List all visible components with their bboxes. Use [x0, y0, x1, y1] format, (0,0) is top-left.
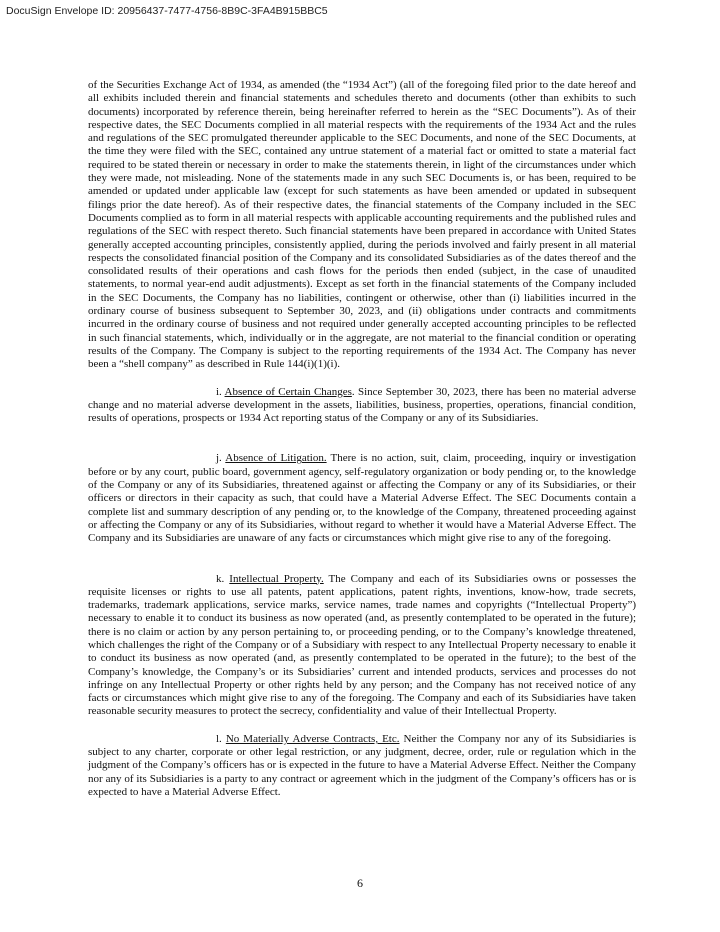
- section-label: l.: [216, 732, 222, 745]
- page-number: 6: [357, 876, 363, 890]
- section-text: The Company and each of its Subsidiaries owns or possesses the requisite licenses or rights to use all patents, patent applications, patent rights, inventions, know-how, trade secrets, trademarks, trademark applications, service marks, service names, trade names and copyrights (“Intellectual Property”) necessary to enable it to conduct its business as now operated (and, as presently contemplated to be operated in the future); there is no claim or action by any person pertaining to, or proceeding pending, or to the Company’s knowledge threatened, which challenges the right of the Company or of a Subsidiary with respect to any Intellectual Property necessary to enable it to conduct its business as now operated (and, as presently contemplated to be operated in the future); to the best of the Company’s knowledge, the Company’s or its Subsidiaries’ current and intended products, services and processes do not infringe on any Intellectual Property or other rights held by any person; and the Company has not received notice of any facts or circumstances which might give rise to any of the foregoing. The Company and each of its Subsidiaries have taken reasonable security measures to protect the secrecy, confidentiality and value of their Intellectual Property.: [88, 572, 636, 718]
- section-heading: Intellectual Property.: [229, 572, 324, 585]
- paragraph-sec-documents: [88, 79, 636, 372]
- section-heading: No Materially Adverse Contracts, Etc.: [225, 732, 400, 745]
- section-no-materially-adverse-contracts: [88, 733, 636, 799]
- section-label: k.: [216, 572, 225, 585]
- envelope-id: DocuSign Envelope ID: 20956437-7477-4756-8B9C-3FA4B915BBC5: [6, 5, 328, 17]
- section-text: There is no action, suit, claim, proceeding, inquiry or investigation before or by any court, public board, government agency, self-regulatory organization or body pending or, to the knowledge of the Company or any of its Subsidiaries, threatened against or affecting the Company or any of its Subsidiaries, or their officers or directors in their capacity as such, that could have a Material Adverse Effect. The SEC Documents contain a complete list and summary description of any pending or, to the knowledge of the Company, threatened proceeding against or affecting the Company or any of its Subsidiaries, without regard to whether it would have a Material Adverse Effect. The Company and its Subsidiaries are unaware of any facts or circumstances which might give rise to any of the foregoing.: [88, 452, 637, 545]
- section-label: i.: [216, 385, 222, 398]
- section-heading: Absence of Litigation.: [225, 452, 327, 465]
- section-heading: Absence of Certain Changes: [224, 385, 352, 398]
- section-label: j.: [216, 452, 222, 465]
- paragraph-text: of the Securities Exchange Act of 1934, as amended (the “1934 Act”) (all of the foregoing filed prior to the date hereof and all exhibits included therein and financial statements and schedules thereto and documents (other than exhibits to such documents) incorporated by reference therein, being hereinafter referred to herein as the “SEC Documents”). As of their respective dates, the SEC Documents complied in all material respects with the requirements of the 1934 Act and the rules and regulations of the SEC promulgated thereunder applicable to the SEC Documents, and none of the SEC Documents, at the time they were filed with the SEC, contained any untrue statement of a material fact or omitted to state a material fact required to be stated therein or necessary in order to make the statements therein, in light of the circumstances under which they were made, not misleading. None of the statements made in any such SEC Documents is, or has been, required to be amended or updated under applicable law (except for such statements as have been amended or updated in subsequent filings prior the date hereof). As of their respective dates, the financial statements of the Company included in the SEC Documents complied as to form in all material respects with applicable accounting requirements and the published rules and regulations of the SEC with respect thereto. Such financial statements have been prepared in accordance with United States generally accepted accounting principles, consistently applied, during the periods involved and fairly present in all material respects the consolidated financial position of the Company and its consolidated Subsidiaries as of the dates thereof and the consolidated results of their operations and cash flows for the periods then ended (subject, in the case of unaudited statements, to normal year-end audit adjustments). Except as set forth in the financial statements of the Company included in the SEC Documents, the Company has no liabilities, contingent or otherwise, other than (i) liabilities incurred in the ordinary course of business subsequent to September 30, 2023, and (ii) obligations under contracts and commitments incurred in the ordinary course of business and not required under generally accepted accounting principles to be reflected in such financial statements, which, individually or in the aggregate, are not material to the financial condition or operating results of the Company. The Company is subject to the reporting requirements of the 1934 Act. The Company has never been a “shell company” as described in Rule 144(i)(1)(i).: [88, 79, 636, 371]
- section-text: . Since September 30, 2023, there has been no material adverse change and no material adverse development in the assets, liabilities, business, properties, operations, financial condition, results of operations, prospects or 1934 Act reporting status of the Company or any of its Subsidiaries.: [88, 385, 636, 425]
- section-absence-of-litigation: [88, 452, 636, 545]
- document-body: [88, 79, 636, 799]
- section-absence-of-certain-changes: [88, 386, 636, 426]
- section-text: Neither the Company nor any of its Subsidiaries is subject to any charter, corporate or other legal restriction, or any judgment, decree, order, rule or regulation which in the judgment of the Company’s officers has or is expected in the future to have a Material Adverse Effect. Neither the Company nor any of its Subsidiaries is a party to any contract or agreement which in the judgment of the Company’s officers has or is expected to have a Material Adverse Effect.: [88, 732, 637, 798]
- section-intellectual-property: [88, 573, 636, 719]
